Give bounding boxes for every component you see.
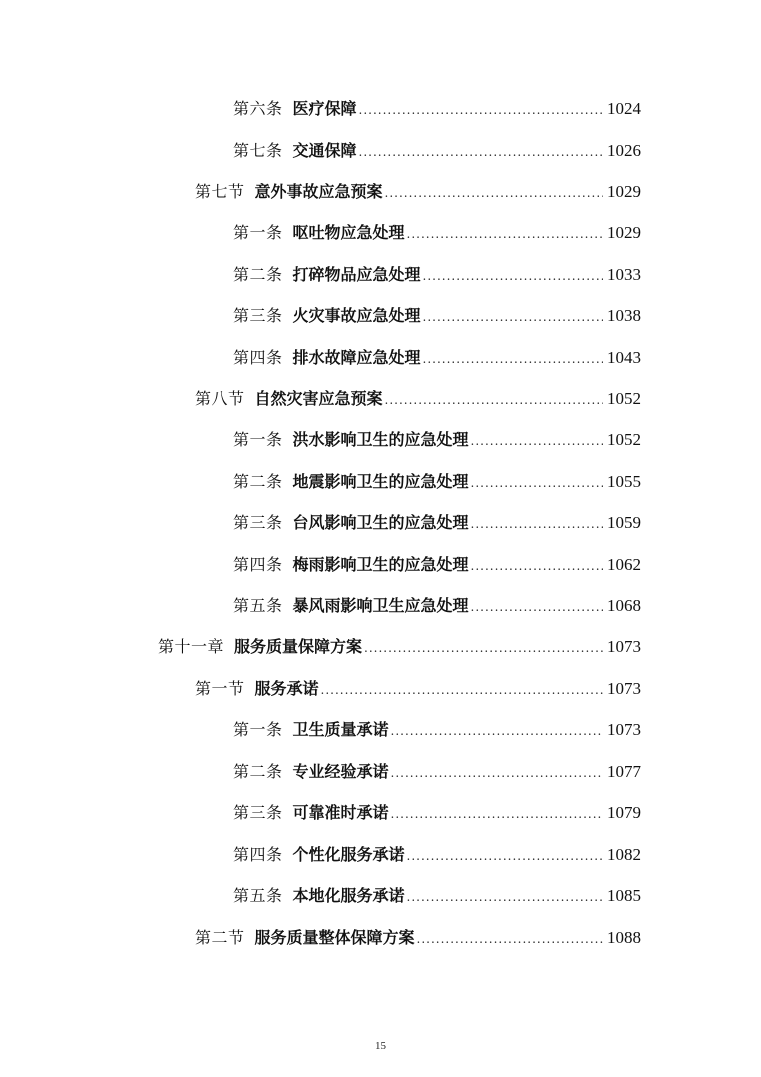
- toc-entry-number: 第八节: [195, 389, 245, 408]
- dot-leader: [471, 429, 603, 453]
- toc-entry-page: 1024: [607, 99, 641, 118]
- toc-entry[interactable]: [233, 346, 641, 370]
- toc-entry[interactable]: [195, 387, 641, 411]
- toc-entry[interactable]: [233, 428, 641, 452]
- dot-leader: [471, 595, 603, 619]
- toc-entry[interactable]: [233, 263, 641, 287]
- toc-entry-page: 1073: [607, 679, 641, 698]
- toc-entry-page: 1052: [607, 389, 641, 408]
- toc-entry-title: 卫生质量承诺: [292, 720, 389, 739]
- toc-entry-page: 1073: [607, 720, 641, 739]
- dot-leader: [471, 512, 603, 536]
- toc-entry-page: 1077: [607, 762, 641, 781]
- dot-leader: [407, 222, 603, 246]
- toc-entry-page: 1026: [607, 141, 641, 160]
- toc-entry-title: 医疗保障: [292, 99, 357, 118]
- toc-entry-page: 1038: [607, 306, 641, 325]
- toc-entry-number: 第四条: [233, 845, 283, 864]
- toc-entry-number: 第十一章: [158, 637, 225, 656]
- dot-leader: [423, 264, 603, 288]
- toc-entry[interactable]: [195, 180, 641, 204]
- toc-entry[interactable]: [233, 511, 641, 535]
- dot-leader: [471, 554, 603, 578]
- toc-entry-title: 呕吐物应急处理: [292, 223, 405, 242]
- toc-entry-number: 第二条: [233, 762, 283, 781]
- toc-entry-page: 1088: [607, 928, 641, 947]
- dot-leader: [385, 388, 603, 412]
- toc-entry-number: 第三条: [233, 513, 283, 532]
- toc-entry-title: 洪水影响卫生的应急处理: [292, 430, 469, 449]
- toc-entry-page: 1052: [607, 430, 641, 449]
- toc-entry-title: 排水故障应急处理: [292, 348, 421, 367]
- toc-entry-title: 意外事故应急预案: [254, 182, 383, 201]
- dot-leader: [423, 347, 603, 371]
- toc-entry[interactable]: [233, 843, 641, 867]
- toc-entry-title: 服务质量保障方案: [234, 637, 363, 656]
- dot-leader: [391, 761, 603, 785]
- toc-entry-title: 服务承诺: [254, 679, 319, 698]
- toc-entry-title: 火灾事故应急处理: [292, 306, 421, 325]
- toc-entry-title: 可靠准时承诺: [292, 803, 389, 822]
- toc-entry-title: 台风影响卫生的应急处理: [292, 513, 469, 532]
- toc-entry-number: 第一节: [195, 679, 245, 698]
- toc-entry-title: 本地化服务承诺: [292, 886, 405, 905]
- toc-entry[interactable]: [233, 553, 641, 577]
- toc-entry[interactable]: [233, 760, 641, 784]
- toc-entry-number: 第七节: [195, 182, 245, 201]
- dot-leader: [321, 678, 603, 702]
- page-number: 15: [375, 1040, 386, 1052]
- toc-entry-number: 第七条: [233, 141, 283, 160]
- toc-entry[interactable]: [233, 304, 641, 328]
- toc-entry-page: 1062: [607, 555, 641, 574]
- toc-entry-number: 第一条: [233, 430, 283, 449]
- dot-leader: [417, 927, 603, 951]
- dot-leader: [364, 636, 603, 660]
- dot-leader: [423, 305, 603, 329]
- dot-leader: [407, 885, 603, 909]
- toc-entry-page: 1082: [607, 845, 641, 864]
- toc-entry-title: 梅雨影响卫生的应急处理: [292, 555, 469, 574]
- dot-leader: [391, 719, 603, 743]
- dot-leader: [471, 471, 603, 495]
- toc-entry-number: 第五条: [233, 596, 283, 615]
- toc-entry[interactable]: [233, 221, 641, 245]
- toc-entry[interactable]: [233, 470, 641, 494]
- toc-entry-title: 暴风雨影响卫生应急处理: [292, 596, 469, 615]
- dot-leader: [407, 844, 603, 868]
- toc-entry-page: 1068: [607, 596, 641, 615]
- toc-entry-page: 1085: [607, 886, 641, 905]
- toc-entry-number: 第三条: [233, 306, 283, 325]
- toc-entry-number: 第二条: [233, 265, 283, 284]
- toc-entry-title: 个性化服务承诺: [292, 845, 405, 864]
- toc-entry-number: 第一条: [233, 223, 283, 242]
- toc-entry-number: 第四条: [233, 348, 283, 367]
- toc-entry-title: 交通保障: [292, 141, 357, 160]
- dot-leader: [391, 802, 603, 826]
- toc-entry-title: 地震影响卫生的应急处理: [292, 472, 469, 491]
- toc-entry[interactable]: [233, 594, 641, 618]
- toc-entry-page: 1043: [607, 348, 641, 367]
- toc-entry[interactable]: [233, 97, 641, 121]
- toc-entry-page: 1073: [607, 637, 641, 656]
- toc-entry-number: 第二条: [233, 472, 283, 491]
- toc-entry-number: 第五条: [233, 886, 283, 905]
- toc-entry-number: 第一条: [233, 720, 283, 739]
- toc-entry-page: 1033: [607, 265, 641, 284]
- toc-entry-title: 专业经验承诺: [292, 762, 389, 781]
- toc-entry[interactable]: [195, 926, 641, 950]
- toc-entry-number: 第四条: [233, 555, 283, 574]
- toc-entry-page: 1029: [607, 223, 641, 242]
- toc-entry[interactable]: [195, 677, 641, 701]
- toc-entry-number: 第三条: [233, 803, 283, 822]
- toc-entry[interactable]: [233, 718, 641, 742]
- toc-entry-page: 1055: [607, 472, 641, 491]
- dot-leader: [385, 181, 603, 205]
- toc-entry-page: 1079: [607, 803, 641, 822]
- toc-entry[interactable]: [233, 884, 641, 908]
- toc-entry[interactable]: [158, 635, 641, 659]
- toc-entry-number: 第二节: [195, 928, 245, 947]
- toc-entry[interactable]: [233, 139, 641, 163]
- toc-entry-title: 自然灾害应急预案: [254, 389, 383, 408]
- toc-entry-title: 服务质量整体保障方案: [254, 928, 415, 947]
- toc-entry-number: 第六条: [233, 99, 283, 118]
- toc-entry[interactable]: [233, 801, 641, 825]
- toc-entry-page: 1029: [607, 182, 641, 201]
- dot-leader: [359, 140, 603, 164]
- toc-entry-title: 打碎物品应急处理: [292, 265, 421, 284]
- dot-leader: [359, 98, 603, 122]
- toc-entry-page: 1059: [607, 513, 641, 532]
